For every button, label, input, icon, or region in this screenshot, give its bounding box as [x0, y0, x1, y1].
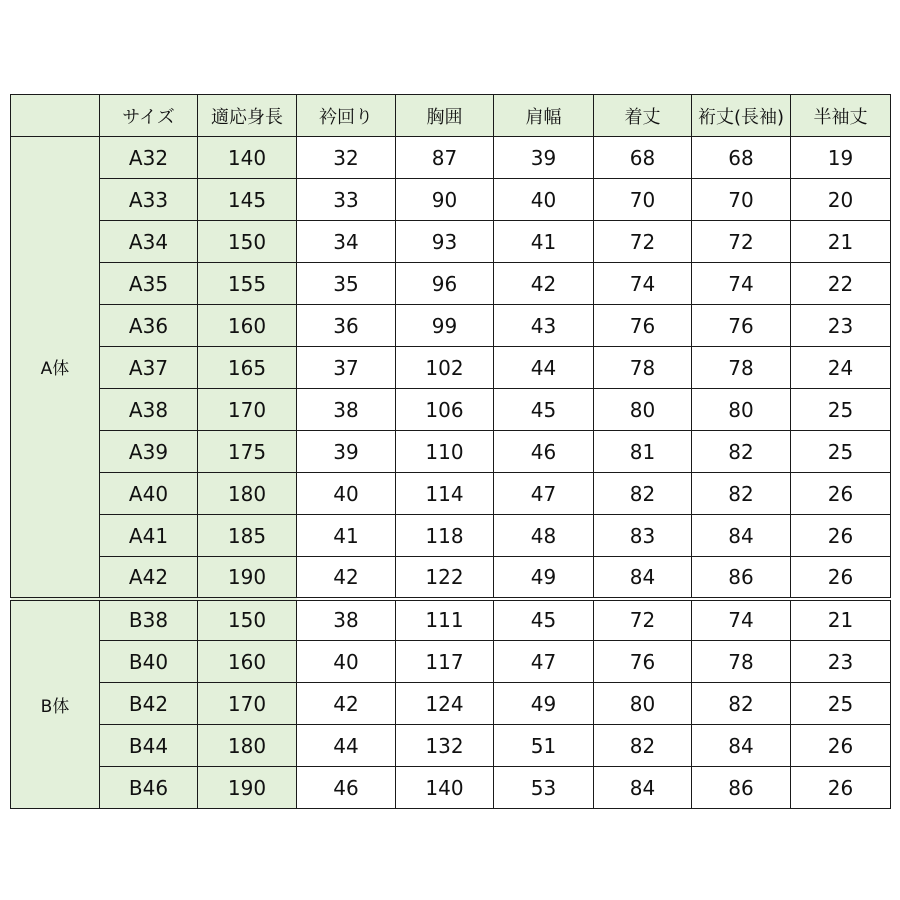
- table-row: [11, 347, 891, 389]
- cell-shoulder: 47: [494, 641, 594, 683]
- table-row: [11, 683, 891, 725]
- cell-shoulder: 39: [494, 137, 594, 179]
- cell-length: 82: [594, 725, 692, 767]
- cell-neck: 44: [297, 725, 396, 767]
- cell-chest: 106: [396, 389, 494, 431]
- cell-neck: 42: [297, 557, 396, 599]
- cell-length: 72: [594, 221, 692, 263]
- table-row: [11, 599, 891, 641]
- cell-neck: 33: [297, 179, 396, 221]
- cell-height: 175: [198, 431, 297, 473]
- cell-neck: 32: [297, 137, 396, 179]
- cell-chest: 102: [396, 347, 494, 389]
- cell-shoulder: 53: [494, 767, 594, 809]
- header-chest: 胸囲: [396, 95, 494, 137]
- cell-shoulder: 49: [494, 557, 594, 599]
- cell-sleeve-half: 25: [791, 683, 891, 725]
- cell-height: 180: [198, 725, 297, 767]
- cell-neck: 38: [297, 599, 396, 641]
- cell-neck: 38: [297, 389, 396, 431]
- cell-chest: 96: [396, 263, 494, 305]
- cell-height: 165: [198, 347, 297, 389]
- cell-shoulder: 48: [494, 515, 594, 557]
- cell-length: 78: [594, 347, 692, 389]
- cell-chest: 118: [396, 515, 494, 557]
- cell-length: 68: [594, 137, 692, 179]
- cell-sleeve-half: 26: [791, 767, 891, 809]
- cell-neck: 35: [297, 263, 396, 305]
- table-row: [11, 305, 891, 347]
- header-row: [11, 95, 891, 137]
- cell-sleeve-half: 21: [791, 599, 891, 641]
- table-row: [11, 137, 891, 179]
- header-height: 適応身長: [198, 95, 297, 137]
- cell-shoulder: 41: [494, 221, 594, 263]
- cell-sleeve-half: 22: [791, 263, 891, 305]
- cell-neck: 36: [297, 305, 396, 347]
- cell-length: 74: [594, 263, 692, 305]
- cell-shoulder: 51: [494, 725, 594, 767]
- cell-sleeve-half: 24: [791, 347, 891, 389]
- cell-neck: 41: [297, 515, 396, 557]
- cell-size: A34: [100, 221, 198, 263]
- cell-chest: 99: [396, 305, 494, 347]
- cell-sleeve-half: 23: [791, 305, 891, 347]
- cell-height: 145: [198, 179, 297, 221]
- cell-height: 170: [198, 389, 297, 431]
- cell-shoulder: 47: [494, 473, 594, 515]
- cell-size: A35: [100, 263, 198, 305]
- cell-length: 80: [594, 683, 692, 725]
- group-label-cell: A体: [11, 137, 100, 599]
- cell-sleeve-long: 86: [692, 557, 791, 599]
- cell-sleeve-long: 82: [692, 431, 791, 473]
- cell-chest: 124: [396, 683, 494, 725]
- cell-shoulder: 40: [494, 179, 594, 221]
- cell-chest: 117: [396, 641, 494, 683]
- cell-sleeve-long: 82: [692, 473, 791, 515]
- cell-neck: 37: [297, 347, 396, 389]
- cell-sleeve-half: 26: [791, 473, 891, 515]
- cell-length: 83: [594, 515, 692, 557]
- cell-sleeve-long: 74: [692, 599, 791, 641]
- cell-size: B44: [100, 725, 198, 767]
- cell-neck: 40: [297, 473, 396, 515]
- cell-sleeve-long: 86: [692, 767, 791, 809]
- cell-sleeve-half: 23: [791, 641, 891, 683]
- cell-chest: 93: [396, 221, 494, 263]
- cell-sleeve-long: 82: [692, 683, 791, 725]
- table-row: [11, 767, 891, 809]
- cell-shoulder: 43: [494, 305, 594, 347]
- cell-size: A37: [100, 347, 198, 389]
- cell-size: A38: [100, 389, 198, 431]
- cell-chest: 140: [396, 767, 494, 809]
- cell-height: 170: [198, 683, 297, 725]
- group-label-cell: B体: [11, 599, 100, 809]
- cell-shoulder: 42: [494, 263, 594, 305]
- cell-size: A36: [100, 305, 198, 347]
- cell-size: B46: [100, 767, 198, 809]
- cell-size: B42: [100, 683, 198, 725]
- cell-neck: 46: [297, 767, 396, 809]
- cell-chest: 110: [396, 431, 494, 473]
- cell-sleeve-long: 68: [692, 137, 791, 179]
- cell-length: 81: [594, 431, 692, 473]
- header-size: サイズ: [100, 95, 198, 137]
- table-body: [11, 137, 891, 809]
- cell-chest: 114: [396, 473, 494, 515]
- table-row: [11, 641, 891, 683]
- cell-size: B38: [100, 599, 198, 641]
- cell-sleeve-long: 74: [692, 263, 791, 305]
- cell-sleeve-half: 21: [791, 221, 891, 263]
- cell-length: 82: [594, 473, 692, 515]
- cell-height: 190: [198, 557, 297, 599]
- table-row: [11, 725, 891, 767]
- cell-size: A41: [100, 515, 198, 557]
- table-row: [11, 389, 891, 431]
- cell-neck: 40: [297, 641, 396, 683]
- header-sleeve-half: 半袖丈: [791, 95, 891, 137]
- cell-sleeve-half: 25: [791, 389, 891, 431]
- cell-sleeve-half: 26: [791, 725, 891, 767]
- cell-length: 76: [594, 305, 692, 347]
- header-length: 着丈: [594, 95, 692, 137]
- cell-length: 84: [594, 557, 692, 599]
- cell-size: A39: [100, 431, 198, 473]
- header-neck: 衿回り: [297, 95, 396, 137]
- cell-size: A42: [100, 557, 198, 599]
- table-row: [11, 431, 891, 473]
- table-header: [11, 95, 891, 137]
- table-row: [11, 473, 891, 515]
- cell-size: A40: [100, 473, 198, 515]
- cell-neck: 34: [297, 221, 396, 263]
- cell-sleeve-long: 78: [692, 641, 791, 683]
- cell-sleeve-long: 76: [692, 305, 791, 347]
- cell-height: 185: [198, 515, 297, 557]
- table-row: [11, 221, 891, 263]
- cell-sleeve-long: 72: [692, 221, 791, 263]
- cell-height: 140: [198, 137, 297, 179]
- cell-chest: 132: [396, 725, 494, 767]
- cell-length: 80: [594, 389, 692, 431]
- cell-chest: 87: [396, 137, 494, 179]
- cell-sleeve-long: 84: [692, 725, 791, 767]
- cell-size: A32: [100, 137, 198, 179]
- cell-length: 76: [594, 641, 692, 683]
- cell-chest: 111: [396, 599, 494, 641]
- header-shoulder: 肩幅: [494, 95, 594, 137]
- cell-chest: 122: [396, 557, 494, 599]
- cell-sleeve-half: 26: [791, 557, 891, 599]
- cell-shoulder: 45: [494, 389, 594, 431]
- cell-sleeve-long: 70: [692, 179, 791, 221]
- cell-height: 180: [198, 473, 297, 515]
- cell-sleeve-long: 78: [692, 347, 791, 389]
- cell-height: 190: [198, 767, 297, 809]
- cell-sleeve-half: 25: [791, 431, 891, 473]
- cell-sleeve-half: 20: [791, 179, 891, 221]
- cell-shoulder: 49: [494, 683, 594, 725]
- cell-height: 150: [198, 599, 297, 641]
- cell-length: 84: [594, 767, 692, 809]
- cell-chest: 90: [396, 179, 494, 221]
- cell-height: 160: [198, 305, 297, 347]
- cell-neck: 39: [297, 431, 396, 473]
- table-row: [11, 515, 891, 557]
- header-corner-cell: [11, 95, 100, 137]
- cell-sleeve-half: 19: [791, 137, 891, 179]
- table-row: [11, 263, 891, 305]
- table-row: [11, 179, 891, 221]
- cell-shoulder: 46: [494, 431, 594, 473]
- cell-sleeve-long: 84: [692, 515, 791, 557]
- cell-length: 70: [594, 179, 692, 221]
- size-chart-table: [10, 94, 891, 809]
- cell-size: B40: [100, 641, 198, 683]
- cell-size: A33: [100, 179, 198, 221]
- cell-shoulder: 44: [494, 347, 594, 389]
- header-sleeve-long: 裄丈(長袖): [692, 95, 791, 137]
- cell-neck: 42: [297, 683, 396, 725]
- cell-height: 160: [198, 641, 297, 683]
- cell-sleeve-half: 26: [791, 515, 891, 557]
- table-row: [11, 557, 891, 599]
- cell-length: 72: [594, 599, 692, 641]
- cell-height: 150: [198, 221, 297, 263]
- cell-height: 155: [198, 263, 297, 305]
- cell-sleeve-long: 80: [692, 389, 791, 431]
- cell-shoulder: 45: [494, 599, 594, 641]
